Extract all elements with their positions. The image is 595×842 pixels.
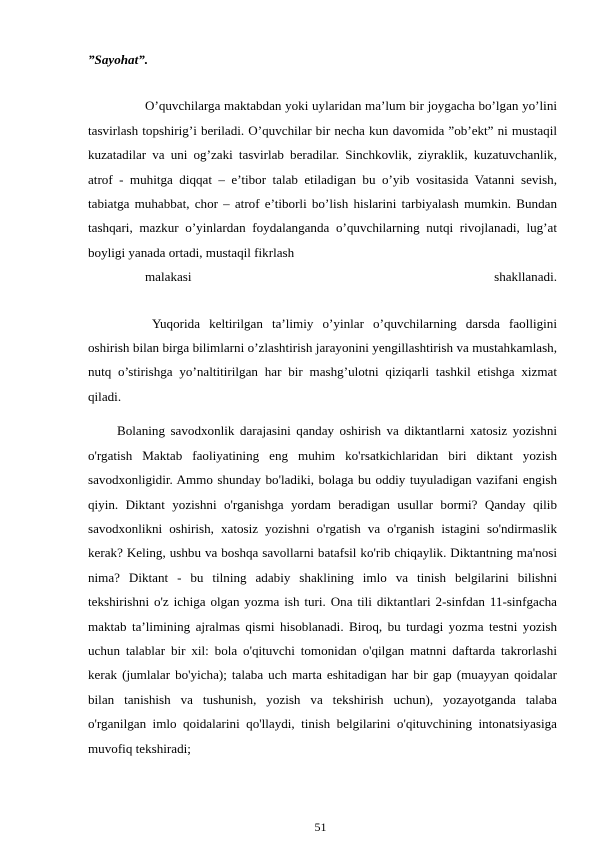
paragraph-dictation-literacy: Bolaning savodxonlik darajasini qanday oshirish va diktantlarni xatosiz yozishni o'rgatish Maktab faoliyatining eng muhim ko'rsatkichlaridan biri diktant yozish savodxonligidir. Ammo shunday bo'ladiki, bolaga bu oddiy tuyuladigan vazifani engish qiyin. Diktant yozishni o'rganishga yordam beradigan usullar bormi? Qanday qilib savodxonlikni oshirish, xatosiz yozishni o'rgatish va o'rganish istagini so'ndirmaslik kerak? Keling, ushbu va boshqa savollarni batafsil ko'rib chiqaylik. Diktantning ma'nosi nima? Diktant - bu tilning adabiy shaklining imlo va tinish belgilarini bilishni tekshirishni o'z ichiga olgan yozma ish turi. Ona tili diktantlari 2-sinfdan 11-sinfgacha maktab taʼlimining ajralmas qismi hisoblanadi. Biroq, bu turdagi yozma testni yozish uchun talablar bir xil: bola o'qituvchi tomonidan o'qilgan matnni daftarda takrorlashi kerak (jumlalar bo'yicha); talaba uch marta eshitadigan har bir gap (muayyan qoidalar bilan tanishish va tushunish, yozish va tekshirish uchun), yozayotganda talaba o'rganilgan imlo qoidalarini qo'llaydi, tinish belgilarini o'qituvchining intonatsiyasiga muvofiq tekshiradi; [88, 423, 557, 756]
page-number: 51 [314, 820, 327, 834]
page-content [88, 48, 557, 761]
paragraph-educational-games: Yuqorida keltirilgan ta’limiy o’yinlar o’quvchilarning darsda faolligini oshirish bilan birga bilimlarni o’zlashtirish jarayonini yengillashtirish va mustahkamlash, nutq o’stirishga yo’naltitirilgan har bir mashg’ulotni qiziqarli tashkil etishga xizmat qiladi. [88, 315, 557, 404]
paragraph-text: O’quvchilarga maktabdan yoki uylaridan ma’lum bir joygacha bo’lgan yo’lini tasvirlash topshirig’i beriladi. O’quvchilar bir necha kun davomida ”ob’ekt” ni mustaqil kuzatadilar va uni og’zaki tasvirlab beradilar. Sinchkovlik, ziyraklik, kuzatuvchanlik, atrof - muhitga diqqat – e’tibor talab etiladigan bu o’yib vositasida Vatanni sevish, tabiatga muhabbat, chor – atrof e’tiborli bo’lish hislarini tarbiyalash mumkin. Bundan tashqari, mazkur o’yinlardan foydalanganda o’quvchilarning nutqi rivojlanadi, lug’at boyligi yanada ortadi, mustaqil fikrlash [88, 98, 557, 260]
section-heading: ”Sayohat”. [88, 52, 149, 67]
paragraph-final-line: malakasi shakllanadi. [145, 269, 557, 285]
paragraph-sayohat-description [88, 94, 557, 289]
